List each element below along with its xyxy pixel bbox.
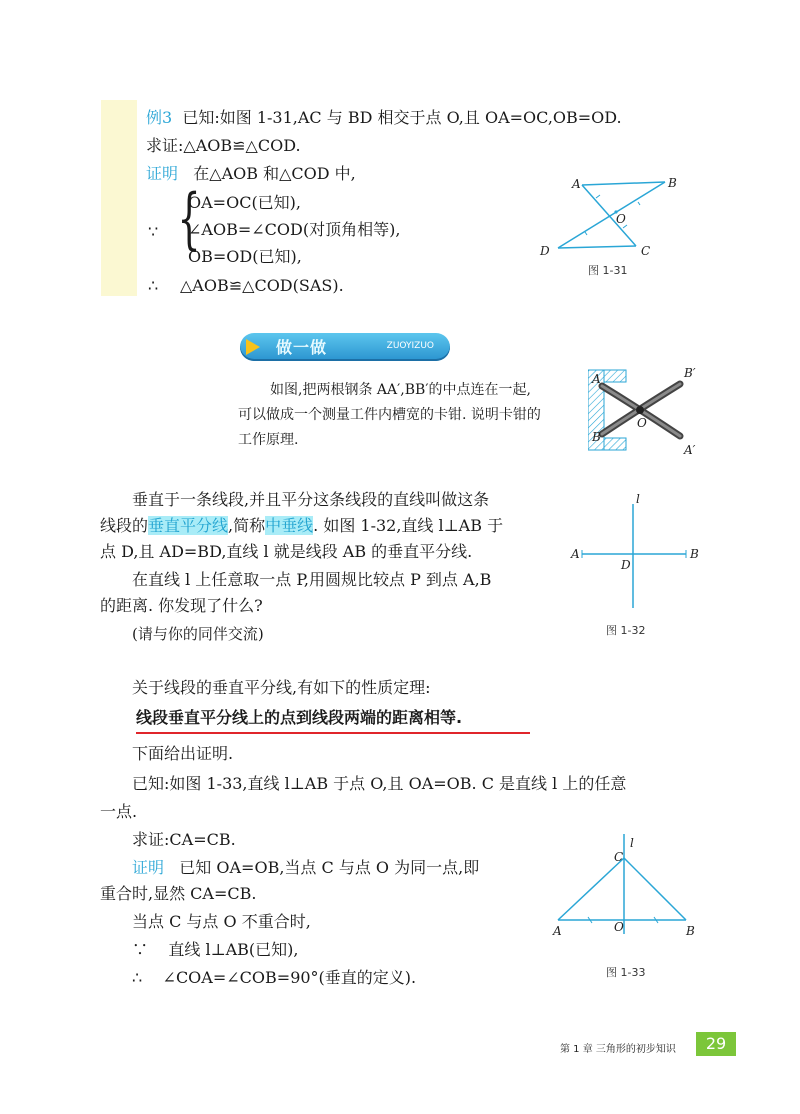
example3-given: 已知:如图 1-31,AC 与 BD 相交于点 O,且 OA=OC,OB=OD.	[182, 108, 622, 127]
term-median-line: 中垂线	[265, 516, 314, 535]
proof2-text-8: 直线 l⊥AB(已知),	[168, 940, 299, 959]
perp-line-4: 在直线 l 上任意取一点 P,用圆规比较点 P 到点 A,B	[132, 570, 492, 589]
because-symbol-2: ∵	[132, 940, 149, 959]
activity-text-3: 工作原理.	[238, 432, 299, 448]
perp-line-6: (请与你的同伴交流)	[132, 625, 264, 643]
therefore-symbol-2: ∴	[132, 968, 143, 987]
proof2-line-7: 当点 C 与点 O 不重合时,	[132, 912, 311, 931]
proof2-text-5: 已知 OA=OB,当点 C 与点 O 为同一点,即	[179, 858, 480, 877]
figure-1-32	[570, 488, 710, 618]
perp-post: . 如图 1-32,直线 l⊥AB 于	[313, 516, 504, 535]
fig132-caption: 图 1-32	[606, 624, 646, 637]
caliper-label-aprime: A′	[684, 443, 696, 457]
cond-2: ∠AOB=∠COD(对顶角相等),	[188, 220, 401, 239]
perp-pre: 线段的	[100, 516, 149, 535]
theorem-underline	[136, 732, 530, 734]
perp-line-3: 点 D,且 AD=BD,直线 l 就是线段 AB 的垂直平分线.	[100, 542, 473, 561]
perp-line-2	[100, 514, 503, 538]
fig133-label-c: C	[614, 850, 624, 864]
proof2-line-9	[132, 966, 416, 990]
caliper-label-a: A	[592, 372, 601, 386]
perp-line-5: 的距离. 你发现了什么?	[100, 596, 263, 615]
example-highlight-bar	[101, 100, 137, 296]
fig131-label-d: D	[540, 244, 550, 258]
fig131-label-o: O	[616, 212, 626, 226]
fig131-label-a: A	[572, 177, 581, 191]
proof2-line-2: 已知:如图 1-33,直线 l⊥AB 于点 O,且 OA=OB. C 是直线 l 上的任意	[132, 774, 627, 793]
example3-conclusion: △AOB≌△COD(SAS).	[180, 276, 344, 295]
chapter-footer: 第 1 章 三角形的初步知识	[560, 1044, 676, 1055]
fig132-label-l: l	[636, 492, 640, 506]
term-perpendicular-bisector: 垂直平分线	[148, 516, 229, 535]
caliper-label-bprime: B′	[684, 366, 696, 380]
theorem-intro: 关于线段的垂直平分线,有如下的性质定理:	[132, 678, 431, 697]
cond-1: OA=OC(已知),	[188, 193, 302, 212]
activity-text	[270, 378, 531, 403]
figure-1-33	[548, 830, 708, 942]
fig131-label-c: C	[641, 244, 651, 258]
activity-banner	[240, 333, 450, 361]
proof2-text-9: ∠COA=∠COB=90°(垂直的定义).	[162, 968, 417, 987]
proof2-label: 证明	[132, 858, 165, 877]
page-number: 29	[696, 1032, 736, 1056]
perp-mid: ,简称	[228, 516, 266, 535]
proof2-line-4: 求证:CA=CB.	[132, 830, 236, 849]
fig132-label-a: A	[571, 547, 580, 561]
fig133-label-b: B	[686, 924, 695, 938]
caliper-label-o: O	[637, 416, 647, 430]
fig133-caption: 图 1-33	[606, 966, 646, 979]
proof2-line-6: 重合时,显然 CA=CB.	[100, 884, 257, 903]
therefore-symbol: ∴	[148, 276, 159, 295]
example3-prove: 求证:△AOB≌△COD.	[146, 136, 301, 155]
example3-proof-intro: 在△AOB 和△COD 中,	[193, 164, 356, 183]
proof2-line-1: 下面给出证明.	[132, 744, 234, 763]
proof2-line-3: 一点.	[100, 802, 138, 821]
cond-3: OB=OD(已知),	[188, 247, 302, 266]
fig131-caption: 图 1-31	[588, 264, 628, 277]
example3-line1	[146, 106, 622, 130]
brace: {	[177, 180, 201, 257]
activity-text-2: 可以做成一个测量工件内槽宽的卡钳. 说明卡钳的	[238, 407, 541, 423]
fig133-label-o: O	[614, 920, 624, 934]
perp-line-1: 垂直于一条线段,并且平分这条线段的直线叫做这条	[132, 490, 490, 509]
activity-title-en: ZUOYIZUO	[386, 341, 434, 351]
activity-text-1: 如图,把两根钢条 AA′,BB′的中点连在一起,	[270, 382, 531, 398]
fig133-label-l: l	[630, 836, 634, 850]
caliper-label-b: B	[592, 430, 601, 444]
arrow-icon	[246, 339, 260, 355]
because-symbol: ∵	[148, 222, 159, 241]
fig131-label-b: B	[668, 176, 677, 190]
fig132-label-d: D	[621, 558, 631, 572]
fig133-label-a: A	[553, 924, 562, 938]
theorem-statement: 线段垂直平分线上的点到线段两端的距离相等.	[136, 708, 463, 727]
activity-title: 做一做	[276, 338, 328, 357]
example3-proof-label: 证明	[146, 164, 179, 183]
example3-label: 例3	[146, 108, 173, 127]
proof2-line-8	[132, 938, 299, 962]
fig132-label-b: B	[690, 547, 699, 561]
proof2-line-5	[132, 856, 479, 880]
